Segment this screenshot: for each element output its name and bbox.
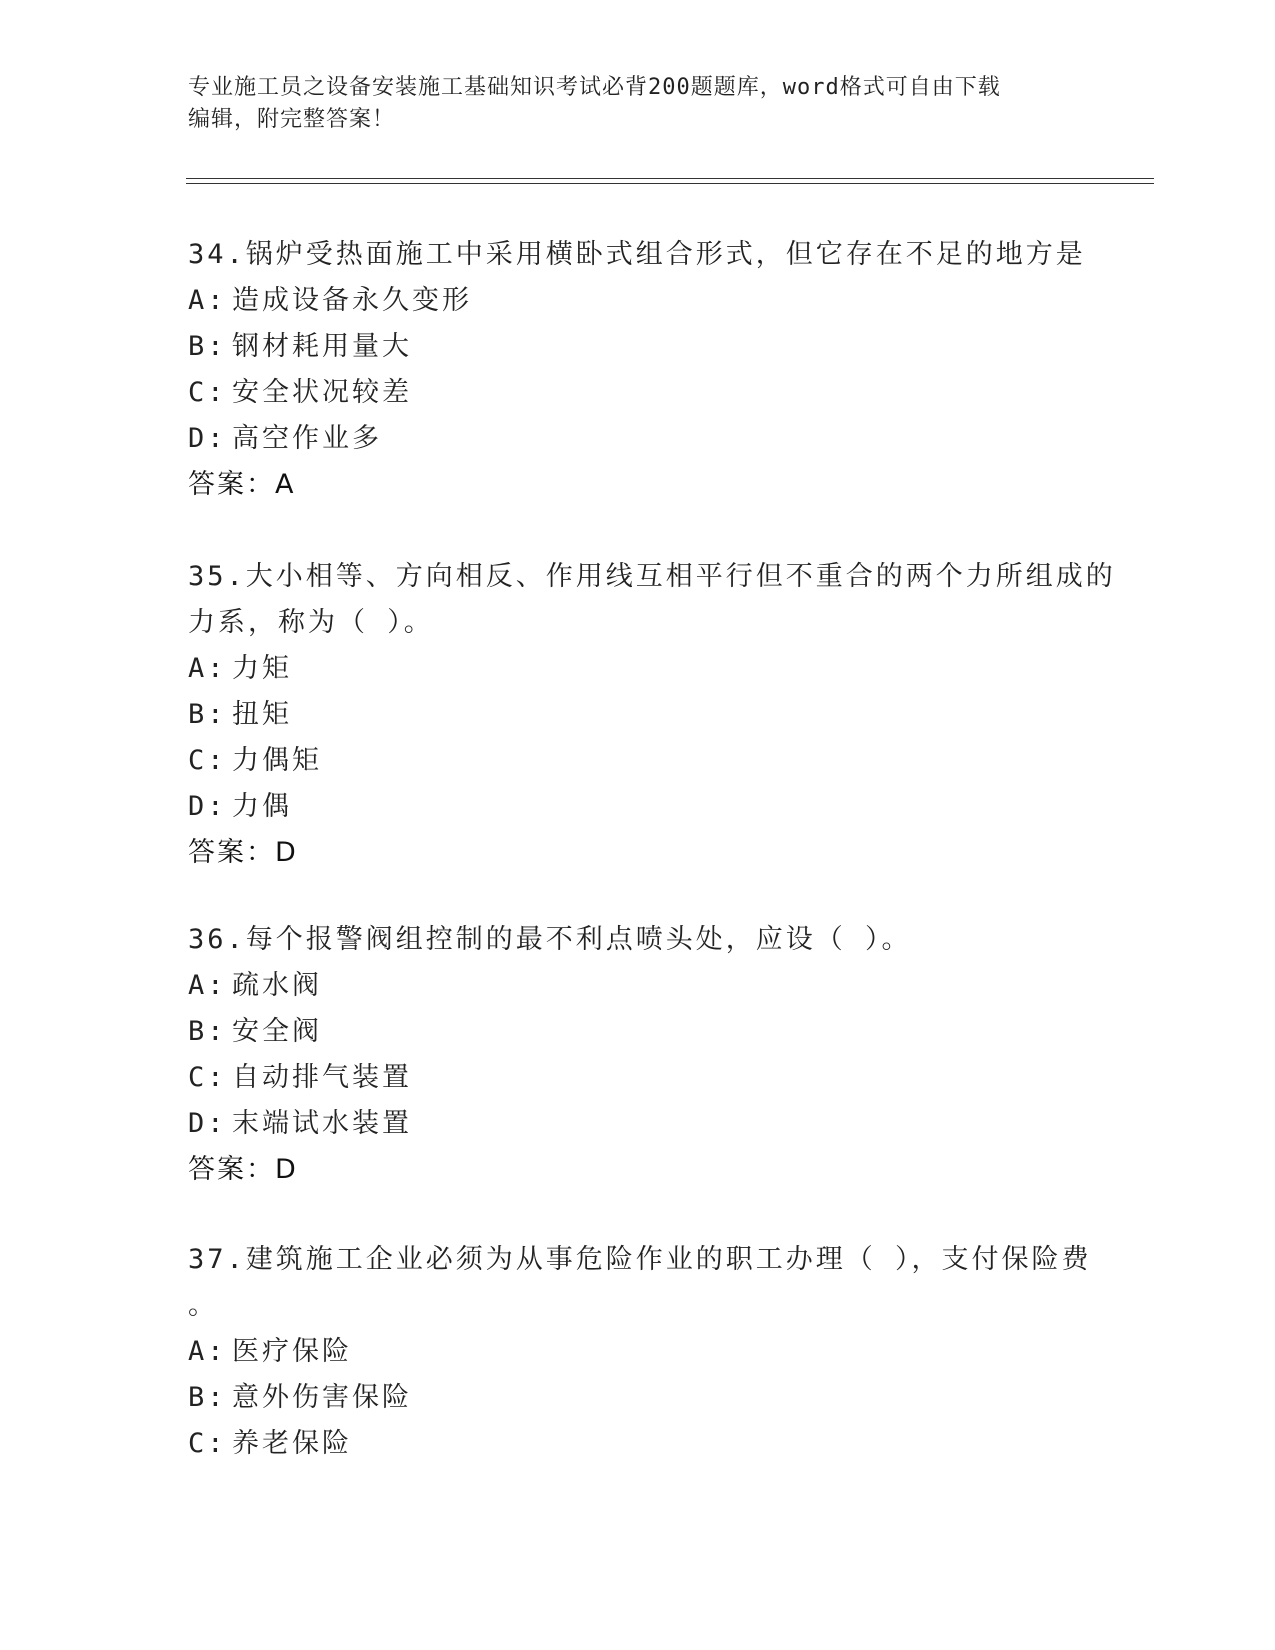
option-text: 安全状况较差 (232, 377, 412, 408)
question-37 (188, 1237, 1092, 1467)
question-text-continued: 。 (188, 1290, 218, 1321)
option-letter: C: (188, 377, 227, 408)
option-letter: D: (188, 791, 227, 822)
option-a (188, 963, 1088, 1009)
option-text: 意外伤害保险 (232, 1382, 412, 1413)
option-a (188, 278, 1088, 324)
answer-label: 答案：D (188, 837, 298, 868)
option-c (188, 1421, 1088, 1467)
question-34 (188, 232, 1088, 508)
option-b (188, 1009, 1088, 1055)
option-b (188, 692, 1088, 738)
option-text: 自动排气装置 (232, 1062, 412, 1093)
option-text: 力偶矩 (232, 745, 322, 776)
option-letter: B: (188, 1382, 227, 1413)
option-letter: C: (188, 1428, 227, 1459)
question-36 (188, 917, 1088, 1193)
question-text-continued: 力系，称为（ ）。 (188, 607, 434, 638)
option-letter: C: (188, 1062, 227, 1093)
option-text: 医疗保险 (232, 1336, 352, 1367)
option-text: 养老保险 (232, 1428, 352, 1459)
option-letter: D: (188, 423, 227, 454)
question-text: 36.每个报警阀组控制的最不利点喷头处，应设（ ）。 (188, 924, 912, 955)
option-b (188, 1375, 1088, 1421)
header-divider-bottom (186, 183, 1154, 184)
option-letter: B: (188, 1016, 227, 1047)
option-d (188, 784, 1088, 830)
option-letter: B: (188, 331, 227, 362)
header-divider-top (186, 178, 1154, 179)
question-text: 37.建筑施工企业必须为从事危险作业的职工办理（ ），支付保险费 (188, 1244, 1092, 1275)
option-letter: A: (188, 285, 227, 316)
document-header (188, 72, 1088, 136)
option-text: 力偶 (232, 791, 292, 822)
option-a (188, 1329, 1088, 1375)
question-35 (188, 554, 1116, 876)
option-text: 安全阀 (232, 1016, 322, 1047)
header-title-line-2: 编辑，附完整答案！ (188, 107, 396, 132)
option-d (188, 416, 1088, 462)
option-text: 造成设备永久变形 (232, 285, 472, 316)
option-letter: A: (188, 970, 227, 1001)
option-c (188, 738, 1088, 784)
option-text: 扭矩 (232, 699, 292, 730)
option-text: 钢材耗用量大 (232, 331, 412, 362)
option-d (188, 1101, 1088, 1147)
header-title-line-1: 专业施工员之设备安装施工基础知识考试必背200题题库，word格式可自由下载 (188, 75, 1001, 100)
option-letter: B: (188, 699, 227, 730)
option-text: 力矩 (232, 653, 292, 684)
option-b (188, 324, 1088, 370)
question-text: 34.锅炉受热面施工中采用横卧式组合形式，但它存在不足的地方是 (188, 239, 1086, 270)
option-text: 末端试水装置 (232, 1108, 412, 1139)
option-c (188, 1055, 1088, 1101)
option-letter: A: (188, 1336, 227, 1367)
option-c (188, 370, 1088, 416)
question-text: 35.大小相等、方向相反、作用线互相平行但不重合的两个力所组成的 (188, 561, 1116, 592)
option-letter: A: (188, 653, 227, 684)
option-text: 疏水阀 (232, 970, 322, 1001)
option-letter: C: (188, 745, 227, 776)
option-a (188, 646, 1088, 692)
option-letter: D: (188, 1108, 227, 1139)
answer-label: 答案：D (188, 1154, 298, 1185)
answer-label: 答案：A (188, 469, 296, 500)
option-text: 高空作业多 (232, 423, 382, 454)
